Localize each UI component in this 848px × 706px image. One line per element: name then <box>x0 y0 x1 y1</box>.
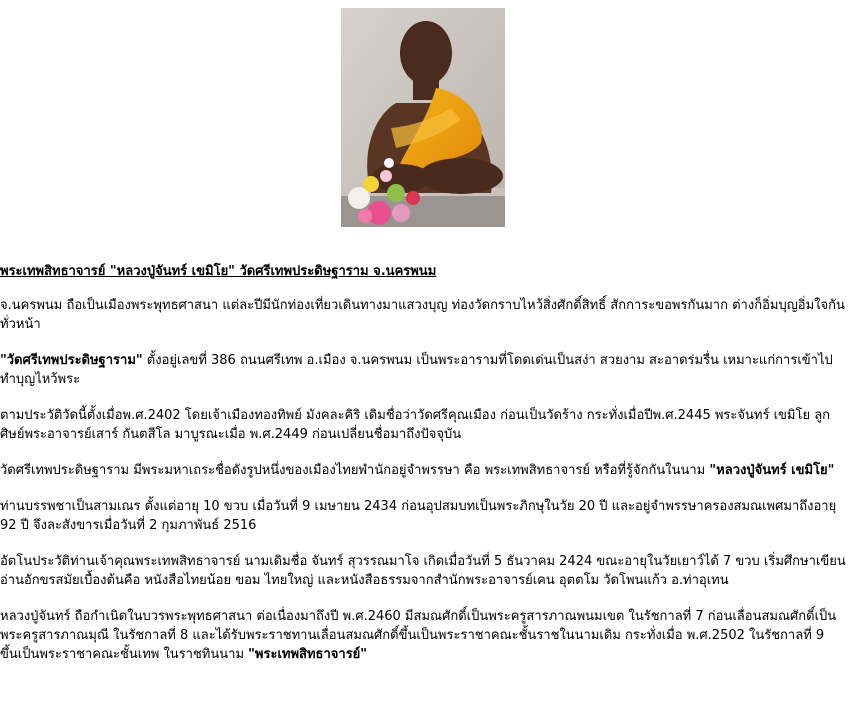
title-name-bold: "พระเทพสิทธาจารย์" <box>248 647 368 662</box>
paragraph-temple-history: ตามประวัติวัดนี้ตั้งเมื่อพ.ศ.2402 โดยเจ้าเมืองทองทิพย์ มังคละคิริ เดิมชื่อว่าวัดศรีคุณเมือง ก่อนเป็นวัดร้าง กระทั่งเมื่อปีพ.ศ.2445 พระจันทร์ เขมิโย ลูกศิษย์พระอาจารย์เสาร์ กันตสีโล มาบูรณะเมื่อ พ.ศ.2449 ก่อนเปลี่ยนชื่อมาถึงปัจจุบัน <box>0 408 831 442</box>
monk-statue-photo <box>341 8 505 227</box>
paragraph-ordination: ท่านบรรพชาเป็นสามเณร ตั้งแต่อายุ 10 ขวบ เมื่อวันที่ 9 เมษายน 2434 ก่อนอุปสมบทเป็นพระภิกษุในวัย 20 ปี และอยู่จำพรรษาครองสมณเพศมาถึงอายุ 92 ปี จึงละสังขารเมื่อวันที่ 2 กุมภาพันธ์ 2516 <box>0 499 837 533</box>
paragraph-biography: อัตโนประวัติท่านเจ้าคุณพระเทพสิทธาจารย์ นามเดิมชื่อ จันทร์ สุวรรณมาโจ เกิดเมื่อวันที่ 5 ธันวาคม 2424 ขณะอายุในวัยเยาว์ได้ 7 ขวบ เริ่มศึกษาเขียนอ่านอักขรสมัยเบื้องต้นคือ หนังสือไทยน้อย ขอม ไทยใหญ่ และหนังสือธรรมจากสำนักพระอาจารย์เคน อุตตโม วัดโพนแก้ว อ.ท่าอุเทน <box>0 554 846 588</box>
monk-name-bold: "หลวงปู่จันทร์ เขมิโย" <box>709 463 835 478</box>
paragraph-temple-location <box>0 351 846 389</box>
paragraph-intro: จ.นครพนม ถือเป็นเมืองพระพุทธศาสนา แต่ละปีมีนักท่องเที่ยวเดินทางมาแสวงบุญ ท่องวัดกราบไหว้สิ่งศักดิ์สิทธิ์ สักการะขอพรกันมาก ต่างก็อิ่มบุญอิ่มใจกันทั่วหน้า <box>0 298 845 332</box>
article-headline: พระเทพสิทธาจารย์ "หลวงปู่จันทร์ เขมิโย" วัดศรีเทพประดิษฐาราม จ.นครพนม <box>0 264 437 279</box>
article <box>0 262 846 681</box>
famous-monk-text: วัดศรีเทพประดิษฐาราม มีพระมหาเถระชื่อดังรูปหนึ่งของเมืองไทยพำนักอยู่จำพรรษา คือ พระเทพสิทธาจารย์ หรือที่รู้จักกันในนาม <box>0 463 710 478</box>
paragraph-ranks <box>0 607 846 664</box>
temple-location-text: ตั้งอยู่เลขที่ 386 ถนนศรีเทพ อ.เมือง จ.นครพนม เป็นพระอารามที่โดดเด่นเป็นสง่า สวยงาม สะอาดร่มรื่น เหมาะแก่การเข้าไปทำบุญไหว้พระ <box>0 353 833 387</box>
temple-name-bold: "วัดศรีเทพประดิษฐาราม" <box>0 353 143 368</box>
ranks-text: หลวงปู่จันทร์ ถือกำเนิดในบวรพระพุทธศาสนา ต่อเนื่องมาถึงปี พ.ศ.2460 มีสมณศักดิ์เป็นพระครูสารภาณพนมเขต ในรัชกาลที่ 7 ก่อนเลื่อนสมณศักดิ์เป็นพระครูสารภาณมุณี ในรัชกาลที่ 8 และได้รับพระราชทานเลื่อนสมณศักดิ์ขึ้นเป็นพระราชาคณะชั้นราชในนามเดิม กระทั่งเมื่อ พ.ศ.2502 ในรัชกาลที่ 9 ขึ้นเป็นพระราชาคณะชั้นเทพ ในราชทินนาม <box>0 609 837 662</box>
paragraph-famous-monk <box>0 461 846 480</box>
